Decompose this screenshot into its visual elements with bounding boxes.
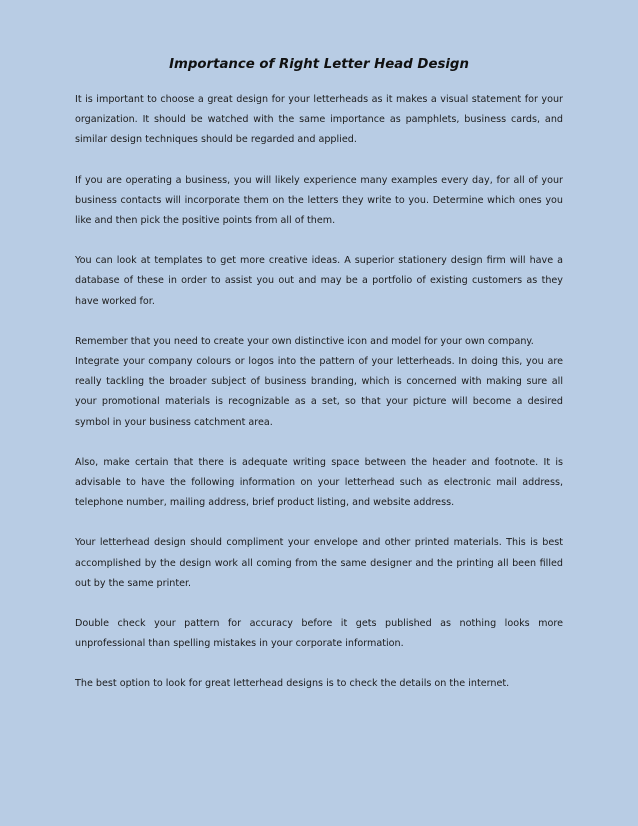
paragraph-4: Remember that you need to create your own distinctive icon and model for your own company. xyxy=(75,335,534,347)
paragraph-8: Double check your pattern for accuracy before it gets published as nothing looks more unprofessional than spelling mistakes in your corporate information. xyxy=(75,618,563,650)
paragraph-1: It is important to choose a great design for your letterheads as it makes a visual statement for your organization. It should be watched with the same importance as pamphlets, business cards, and similar design techniques should be regarded and applied. xyxy=(75,94,563,146)
paragraph-spacer xyxy=(75,513,563,533)
paragraph-9: The best option to look for great letterhead designs is to check the details on the internet. xyxy=(75,678,510,690)
paragraph-3: You can look at templates to get more creative ideas. A superior stationery design firm will have a database of these in order to assist you out and may be a portfolio of existing customers as they have worked for. xyxy=(75,255,563,307)
paragraph-5: Integrate your company colours or logos into the pattern of your letterheads. In doing this, you are really tackling the broader subject of business branding, which is concerned with making sure all your promotional materials is recognizable as a set, so that your picture will become a desired symbol in your business catchment area. xyxy=(75,356,563,428)
paragraph-spacer xyxy=(75,433,563,453)
paragraph-2: If you are operating a business, you will likely experience many examples every day, for all of your business contacts will incorporate them on the letters they write to you. Determine which ones you like and then pick the positive points from all of them. xyxy=(75,174,563,227)
page-title: Importance of Right Letter Head Design xyxy=(169,57,469,72)
paragraph-spacer xyxy=(75,312,563,332)
paragraph-spacer xyxy=(75,594,563,614)
document-body xyxy=(75,90,563,695)
paragraph-spacer xyxy=(75,654,563,674)
paragraph-7: Your letterhead design should compliment your envelope and other printed materials. This is best accomplished by the design work all coming from the same designer and the printing all been filled out by the same printer. xyxy=(75,537,563,589)
paragraph-spacer xyxy=(75,231,563,251)
paragraph-6: Also, make certain that there is adequate writing space between the header and footnote. It is advisable to have the following information on your letterhead such as electronic mail address, telephone number, mailing address, brief product listing, and website address. xyxy=(75,456,563,509)
paragraph-spacer xyxy=(75,151,563,171)
